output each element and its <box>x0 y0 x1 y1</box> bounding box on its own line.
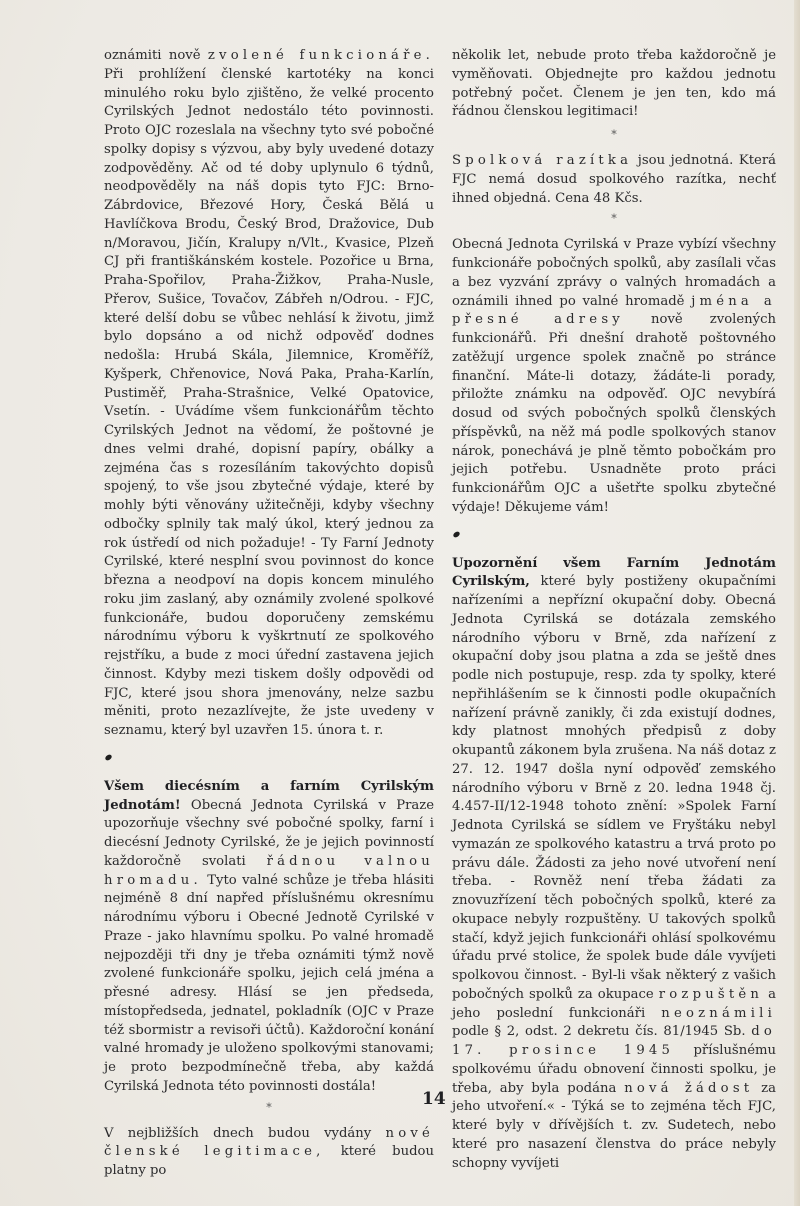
spaced-emphasis: do 17. prosince 1945 <box>452 1024 776 1058</box>
spaced-emphasis: neoznámili <box>661 1005 776 1021</box>
spaced-emphasis: Spolková razítka <box>452 153 633 168</box>
spaced-emphasis: nová žádost <box>624 1080 754 1096</box>
spaced-emphasis: nové členské legitimace, <box>104 1125 434 1160</box>
paragraph-stamps: Spolková razítka jsou jednotná. Která FJC nemá dosud spolkového razítka, nechť ihned objedná. Cena 48 Kčs. <box>452 153 776 206</box>
paragraph-unanswered-fjc: oznámiti nově zvolené funkcionáře. Při prohlížení členské kartotéky na konci minulého roku bylo zjištěno, že velké procento Cyrilských Jednot nedostálo této povinnosti. Proto OJC rozeslala na všechny tyto své pobočné spolky dopisy s výzvou, aby byly uvedené dotazy zodpověděny. Ač od té doby uplynulo 6 týdnů, neodpověděly na náš dopis tyto FJC: Brno-Zábrdovice, Březové Hory, Česká Bělá u Havlíčkova Brodu, Český Brod, Dražovice, Dub n/Moravou, Jičín, Kralupy n/Vlt., Kvasice, Plzeň CJ při františkánském kostele. Pozořice u Brna, Praha-Spořilov, Praha-Žižkov, Praha-Nusle, Přerov, Sušice, Tovačov, Zábřeh n/Odrou. - FJC, které delší dobu se vůbec nehlásí k životu, jimž bylo dopsáno a od nichž odpověď dodnes nedošla: Hrubá Skála, Jilemnice, Kroměříž, Kyšperk, Chřenovice, Nová Paka, Praha-Karlín, Pustiměř, Praha-Strašnice, Velké Opatovice, Vsetín. - Uvádíme všem funkcionářům těchto Cyrilských Jednot na vědomí, že poštovné je dnes velmi drahé, dopisní papíry, obálky a zejména čas s rozesíláním takovýchto dopisů spojený, to vše jsou zbytečné výdaje, které by mohly býti věnovány užitečněji, kdyby všechny odbočky splnily tak malý úkol, který jednou za rok ústředí od nich požaduje! - Ty Farní Jednoty Cyrilské, které nesplní svou povinnost do konce března a neodpoví na dopis koncem minulého roku jim zaslaný, aby oznámily zvolené spolkové funkcionáře, budou doporučeny zemskému národnímu výboru k vyškrtnutí ze spolkového rejstříku, a bude z moci úřední zastavena jejich činnost. Kdyby mezi tiskem došly odpovědi od FJC, které jsou shora jmenovány, nelze sazbu měniti, proto nezazlívejte, že jste uvedeny v seznamu, který byl uzavřen 15. února t. r. <box>104 48 434 738</box>
ornament-bullet-icon <box>104 753 113 761</box>
left-column <box>104 47 434 1181</box>
paragraph-legitimations-cont: několik let, nebude proto třeba každoročně je vyměňovati. Objednejte pro každou jednotu potřebný počet. Členem je jen ten, kdo má řádnou členskou legitimaci! <box>452 48 776 120</box>
spaced-emphasis: jména a přesné adresy <box>452 293 776 328</box>
page-number: 14 <box>422 1089 446 1109</box>
asterisk-separator: * <box>611 212 617 226</box>
section-heading: Všem diecésním a farním Cyrilským Jednotám! <box>104 778 434 813</box>
page-edge <box>794 0 800 1206</box>
asterisk-separator: * <box>266 1100 272 1114</box>
asterisk-separator: * <box>611 128 617 141</box>
right-column <box>452 47 776 1173</box>
paragraph-occupation-notice: Upozornění všem Farním Jednotám Cyrilským, které byly postiženy okupačními nařízeními a nepřízní okupační doby. Obecná Jednota Cyrilská se dotázala zemského národního výboru v Brně, zda nařízení z okupační doby jsou platna a zda se ještě dnes podle nich postupuje, resp. zda ty spolky, které nepřihlášením se k činnosti podle okupačních nařízení právně zanikly, či zda existují dodnes, kdy platnost mnohých předpisů z doby okupantů zákonem byla zrušena. Na náš dotaz z 27. 12. 1947 došla nyní odpověď zemského národního výboru v Brně z 20. ledna 1948 čj. 4.457-II/12-1948 tohoto znění: »Spolek Farní Jednota Cyrilská se sídlem ve Fryštáku nebyl vymazán ze spolkového katastru a trvá proto po právu dále. Žádosti za jeho nové utvoření není třeba. - Rovněž není třeba žádati za znovuzřízení těch pobočných spolků, které za okupace nebyly rozpuštěny. U takových spolků stačí, když jejich funkcionáři ohlásí spolkovému úřadu prvé stolice, že spolek bude dále vyvíjeti spolkovou činnost. - Byl-li však některý z vašich pobočných spolků za okupace rozpuštěn a jeho poslední funkcionáři neoznámili podle § 2, odst. 2 dekretu čís. 81/1945 Sb. do 17. prosince 1945 příslušnému spolkovému úřadu obnovení činnosti spolku, je třeba, aby byla podána nová žádost za jeho utvoření.« - Týká se to zejména těch FJC, které byly v dřívějších t. zv. Sudetech, nebo které pro nasazení členstva do práce nebyly schopny vyvíjeti <box>452 555 776 1171</box>
spaced-emphasis: zvolené funkcionáře. <box>207 48 434 63</box>
spaced-emphasis: řádnou valnou hromadu. <box>104 853 434 888</box>
spaced-emphasis: rozpuštěn <box>658 986 764 1002</box>
section-heading: Upozornění všem Farním Jednotám Cyrilským, <box>452 555 776 590</box>
paragraph-legitimations: V nejbližších dnech budou vydány nové členské legitimace, které budou platny po <box>104 1125 434 1178</box>
paragraph-annual-meeting: Všem diecésním a farním Cyrilským Jednotám! Obecná Jednota Cyrilská v Praze upozorňuje všechny své pobočné spolky, farní i diecésní Jednoty Cyrilské, že je jejich povinností každoročně svolati řádnou valnou hromadu. Tyto valné schůze je třeba hlásiti nejméně 8 dní napřed příslušnému okresnímu národnímu výboru i Obecné Jednotě Cyrilské v Praze - jako hlavnímu spolku. Po valné hromadě nejpozději tři dny je třeba oznámiti týmž nově zvolené funkcionáře spolku, jejich celá jména a přesné adresy. Hlásí se jen předseda, místopředseda, jednatel, pokladník (OJC v Praze též sbormistr a revisoři účtů). Každoroční konání valné hromady je uloženo spolkovými stanovami; je proto bezpodmínečně třeba, aby každá Cyrilská Jednota této povinnosti dostála! <box>104 778 434 1094</box>
ornament-bullet-icon <box>452 530 461 538</box>
paragraph-reports: Obecná Jednota Cyrilská v Praze vybízí všechny funkcionáře pobočných spolků, aby zasílali včas a bez vyzvání zprávy o valných hromadách a oznámili ihned po valné hromadě jména a přesné adresy nově zvolených funkcionářů. Při dnešní drahotě poštovného zatěžují urgence spolek značně po stránce finanční. Máte-li dotazy, žádáte-li porady, přiložte známku na odpověď. OJC nevybírá dosud od svých pobočných spolků členských příspěvků, na něž má podle spolkových stanov nárok, ponechává je plně těmto pobočkám pro jejich potřebu. Usnadněte proto práci funkcionářům OJC a ušetřte spolku zbytečné výdaje! Děkujeme vám! <box>452 237 776 515</box>
